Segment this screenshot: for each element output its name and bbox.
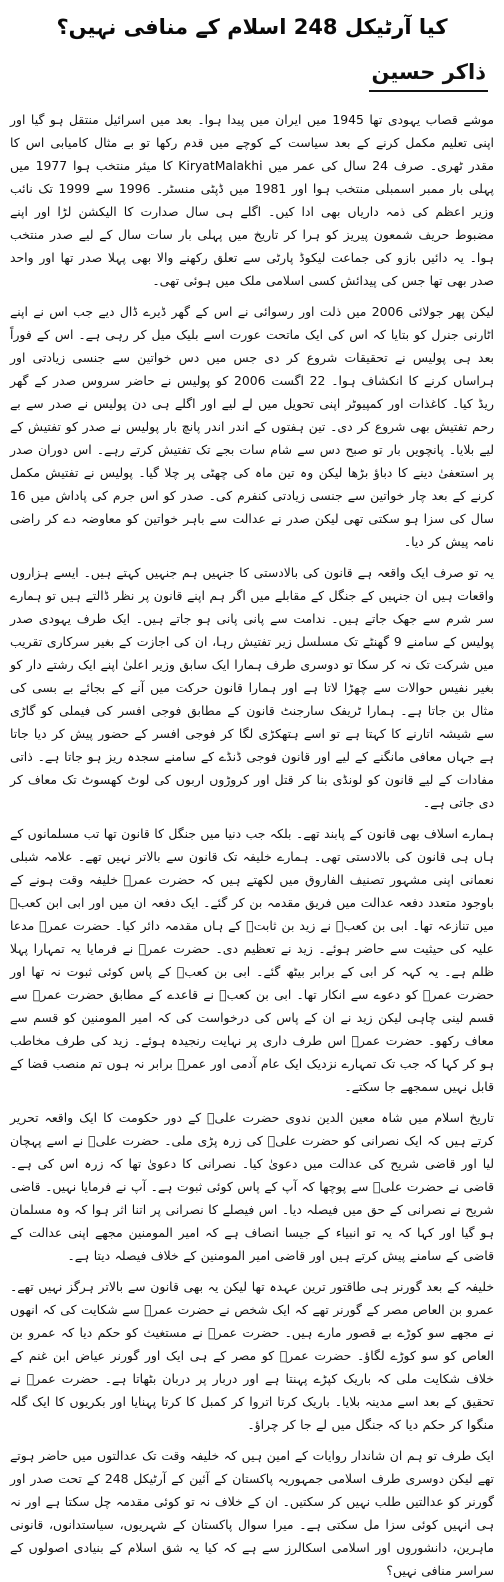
article-paragraph: تاریخ اسلام میں شاہ معین الدین ندوی حضرت علیؓ کے دور حکومت کا ایک واقعہ تحریر کرتے ہیں کہ ایک نصرانی کو حضرت علیؓ کی زرہ پڑی ملی۔ حضرت علیؓ نے اسے پہچان لیا اور قاضی شریح کی عدالت میں دعویٰ کیا۔ نصرانی کا دعویٰ تھا کہ زرہ اس کی ہے۔ قاضی نے حضرت علیؓ سے پوچھا کہ آپ کے پاس کوئی ثبوت ہے۔ آپ نے فرمایا نہیں۔ قاضی شریح نے نصرانی کے حق میں فیصلہ دیا۔ اس فیصلے کا نصرانی پر اتنا اثر ہوا کہ وہ مسلمان ہو گیا اور کہا کہ یہ تو انبیاء کے جیسا انصاف ہے کہ امیر المومنین مجھے اپنی عدالت کے قاضی کے سامنے پیش کرتے ہیں اور قاضی امیر المومنین کے خلاف فیصلہ دیتا ہے۔ [10,1110,494,1263]
article-paragraph: یہ تو صرف ایک واقعہ ہے قانون کی بالادستی کا جنہیں ہم جنہیں کہتے ہیں۔ ایسے ہزاروں واقعات ہیں ان جنہیں کے جنگل کے مقابلے میں اگر ہم اپنے قانون پر نظر ڈالتے ہیں تو ہمارے سر شرم سے جھک جاتے ہیں۔ ندامت سے پانی پانی ہو جاتے ہیں۔ ایک طرف یہودی صدر پولیس کے سامنے 9 گھنٹے تک مسلسل زیر تفتیش رہا، ان کی اجازت کے بغیر سرکاری تقریب میں شرکت تک نہ کر سکا تو دوسری طرف ہمارا ایک سابق وزیر اعلیٰ اپنے ایک رشتے دار کو بغیر نفیس حوالات سے چھڑا لاتا ہے اور ہمارا قانون حرکت میں آنے کے بجائے بے بسی کی مثال بن جاتا ہے۔ ہمارا ٹریفک سارجنٹ قانون کے مطابق فوجی افسر کی فیملی کو گاڑی سے شیشہ اتارنے کا کہتا ہے تو اسے ہتھکڑی لگا کر فوجی افسر کے حضور پیش کر دیا جاتا ہے جہاں معافی مانگنے کے لیے اور قانون فوجی ڈنڈے کے سامنے سجدہ ریز ہو جاتا ہے۔ ذاتی مفادات کے لیے قانون کو لونڈی بنا کر قتل اور کروڑوں اربوں کی لوٹ کھسوٹ تک معاف کر دی جاتی ہے۔ [10,565,494,810]
article-paragraph: خلیفہ کے بعد گورنر ہی طاقتور ترین عہدہ تھا لیکن یہ بھی قانون سے بالاتر ہرگز نہیں تھے۔ عمرو بن العاص مصر کے گورنر تھے کہ ایک شخص نے حضرت عمرؓ سے شکایت کی کہ انھوں نے مجھے سو کوڑے بے قصور مارے ہیں۔ حضرت عمرؓ نے مستغیث کو حکم دیا کہ عمرو بن العاص کو سو کوڑے لگاؤ۔ حضرت عمرؓ کو مصر کے ہی ایک اور گورنر عیاض ابن غنم کے خلاف شکایت ملی کہ باریک کپڑے پہنتا ہے اور دربار پر دربان بٹھاتا ہے۔ حضرت عمرؓ نے تحقیق کے بعد اسے مدینہ بلایا۔ باریک کرتا اتروا کر کمبل کا کرتا پہنایا اور بکریوں کا ایک گلہ منگوا کر حکم دیا کہ جنگل میں لے جا کر چراؤ۔ [10,1279,494,1432]
article-paragraph: ہمارے اسلاف بھی قانون کے پابند تھے۔ بلکہ جب دنیا میں جنگل کا قانون تھا تب مسلمانوں کے ہاں ہی قانون کی بالادستی تھی۔ ہمارے خلیفہ تک قانون سے بالاتر نہیں تھے۔ علامہ شبلی نعمانی اپنی مشہور تصنیف الفاروق میں لکھتے ہیں کہ حضرت عمرؓ خلیفہ وقت ہونے کے باوجود متعدد دفعہ عدالت میں فریق مقدمہ بن کر گئے۔ ایک دفعہ ان میں اور ابی ابن کعبؓ میں تنازعہ تھا۔ ابی بن کعبؓ نے زید بن ثابتؓ کے ہاں مقدمہ دائر کیا۔ حضرت عمرؓ مدعا علیہ کی حیثیت سے حاضر ہوئے۔ زید نے تعظیم دی۔ حضرت عمرؓ نے فرمایا یہ تمہارا پہلا ظلم ہے۔ یہ کہہ کر ابی کے برابر بیٹھ گئے۔ ابی بن کعبؓ کے پاس کوئی ثبوت نہ تھا اور حضرت عمرؓ کو دعوے سے انکار تھا۔ ابی بن کعبؓ نے قاعدے کے مطابق حضرت عمرؓ سے قسم لینی چاہی لیکن زید نے ان کے پاس کی درخواست کی کہ امیر المومنین کو قسم سے معاف رکھو۔ حضرت عمرؓ اس طرف داری پر نہایت رنجیدہ ہوئے۔ زید کی طرف مخاطب ہو کر کہا کہ جب تک تمہارے نزدیک ایک عام آدمی اور عمرؓ برابر نہ ہوں تم منصب قضا کے قابل نہیں سمجھے جا سکتے۔ [10,826,494,1094]
author-name: ذاکر حسین [369,56,488,92]
article-paragraph: لیکن پھر جولائی 2006 میں ذلت اور رسوائی نے اس کے گھر ڈیرے ڈال دیے جب اس نے اپنے اٹارنی جنرل کو بتایا کہ اس کی ایک ماتحت عورت اسے بلیک میل کر رہی ہے۔ اس کے فوراً بعد ہی پولیس نے تحقیقات شروع کر دی جس میں دس خواتین سے جنسی زیادتی اور ہراساں کرنے کا انکشاف ہوا۔ 22 اگست 2006 کو پولیس نے حاضر سروس صدر کے گھر ریڈ کیا۔ کاغذات اور کمپیوٹر اپنی تحویل میں لے لیے اور اگلے ہی دن پولیس نے صدر سے بے رحم تفتیش بھی شروع کر دی۔ تین ہفتوں کے اندر اندر پانچ بار پولیس نے صدر کو تفتیش کے لیے بلایا۔ پانچویں بار تو صبح دس سے شام سات بجے تک تفتیش کرتے رہے۔ اس دوران صدر پر استعفیٰ دینے کا دباؤ بڑھا لیکن وہ تین ماہ کی چھٹی پر چلا گیا۔ پولیس نے تفتیش مکمل کرنے کے بعد چار خواتین سے جنسی زیادتی کنفرم کی۔ صدر کو اس جرم کی پاداش میں 16 سال کی سزا ہو سکتی تھی لیکن صدر نے عدالت سے باہر خواتین کو معاوضہ دے کر راضی نامہ پیش کر دیا۔ [10,304,494,549]
article-title: کیا آرٹیکل 248 اسلام کے منافی نہیں؟ [56,15,448,39]
article-paragraph: ایک طرف تو ہم ان شاندار روایات کے امین ہیں کہ خلیفہ وقت تک عدالتوں میں حاضر ہوتے تھے لیکن دوسری طرف اسلامی جمہوریہ پاکستان کے آئین کے آرٹیکل 248 کے تحت صدر اور گورنر کو عدالتیں طلب نہیں کر سکتیں۔ ان کے خلاف نہ تو کوئی مقدمہ چل سکتا ہے اور نہ ہی انہیں کوئی سزا مل سکتی ہے۔ میرا سوال پاکستان کے شہریوں، سیاستدانوں، قانونی ماہرین، دانشوروں اور اسلامی اسکالرز سے ہے کہ کیا یہ شق اسلام کے بنیادی اصولوں کے سراسر منافی نہیں؟ [10,1448,494,1578]
byline-container [10,56,488,92]
article-paragraph: موشے قصاب یہودی تھا 1945 میں ایران میں پیدا ہوا۔ بعد میں اسرائیل منتقل ہو گیا اور اپنی تعلیم مکمل کرنے کے بعد سیاست کے کوچے میں قدم رکھا تو بے مثال کامیابی اس کا مقدر ٹھری۔ صرف 24 سال کی عمر میں KiryatMalakhi کا میئر منتخب ہوا 1977 میں پہلی بار ممبر اسمبلی منتخب ہوا اور 1981 میں ڈپٹی منسٹر۔ 1996 سے 1999 تک نائب وزیر اعظم کی ذمہ داریاں بھی ادا کیں۔ اگلے ہی سال صدارت کا الیکشن لڑا اور اپنے مضبوط حریف شمعون پیریز کو ہرا کر تاریخ میں پہلی بار سات سال کے لیے صدر منتخب ہوا۔ یہ دائیں بازو کی جماعت لیکوڈ پارٹی سے تعلق رکھنے والا بھی پہلا صدر تھا اور واحد صدر بھی تھا جس کی پیدائش کسی اسلامی ملک میں ہوئی تھی۔ [10,112,495,288]
